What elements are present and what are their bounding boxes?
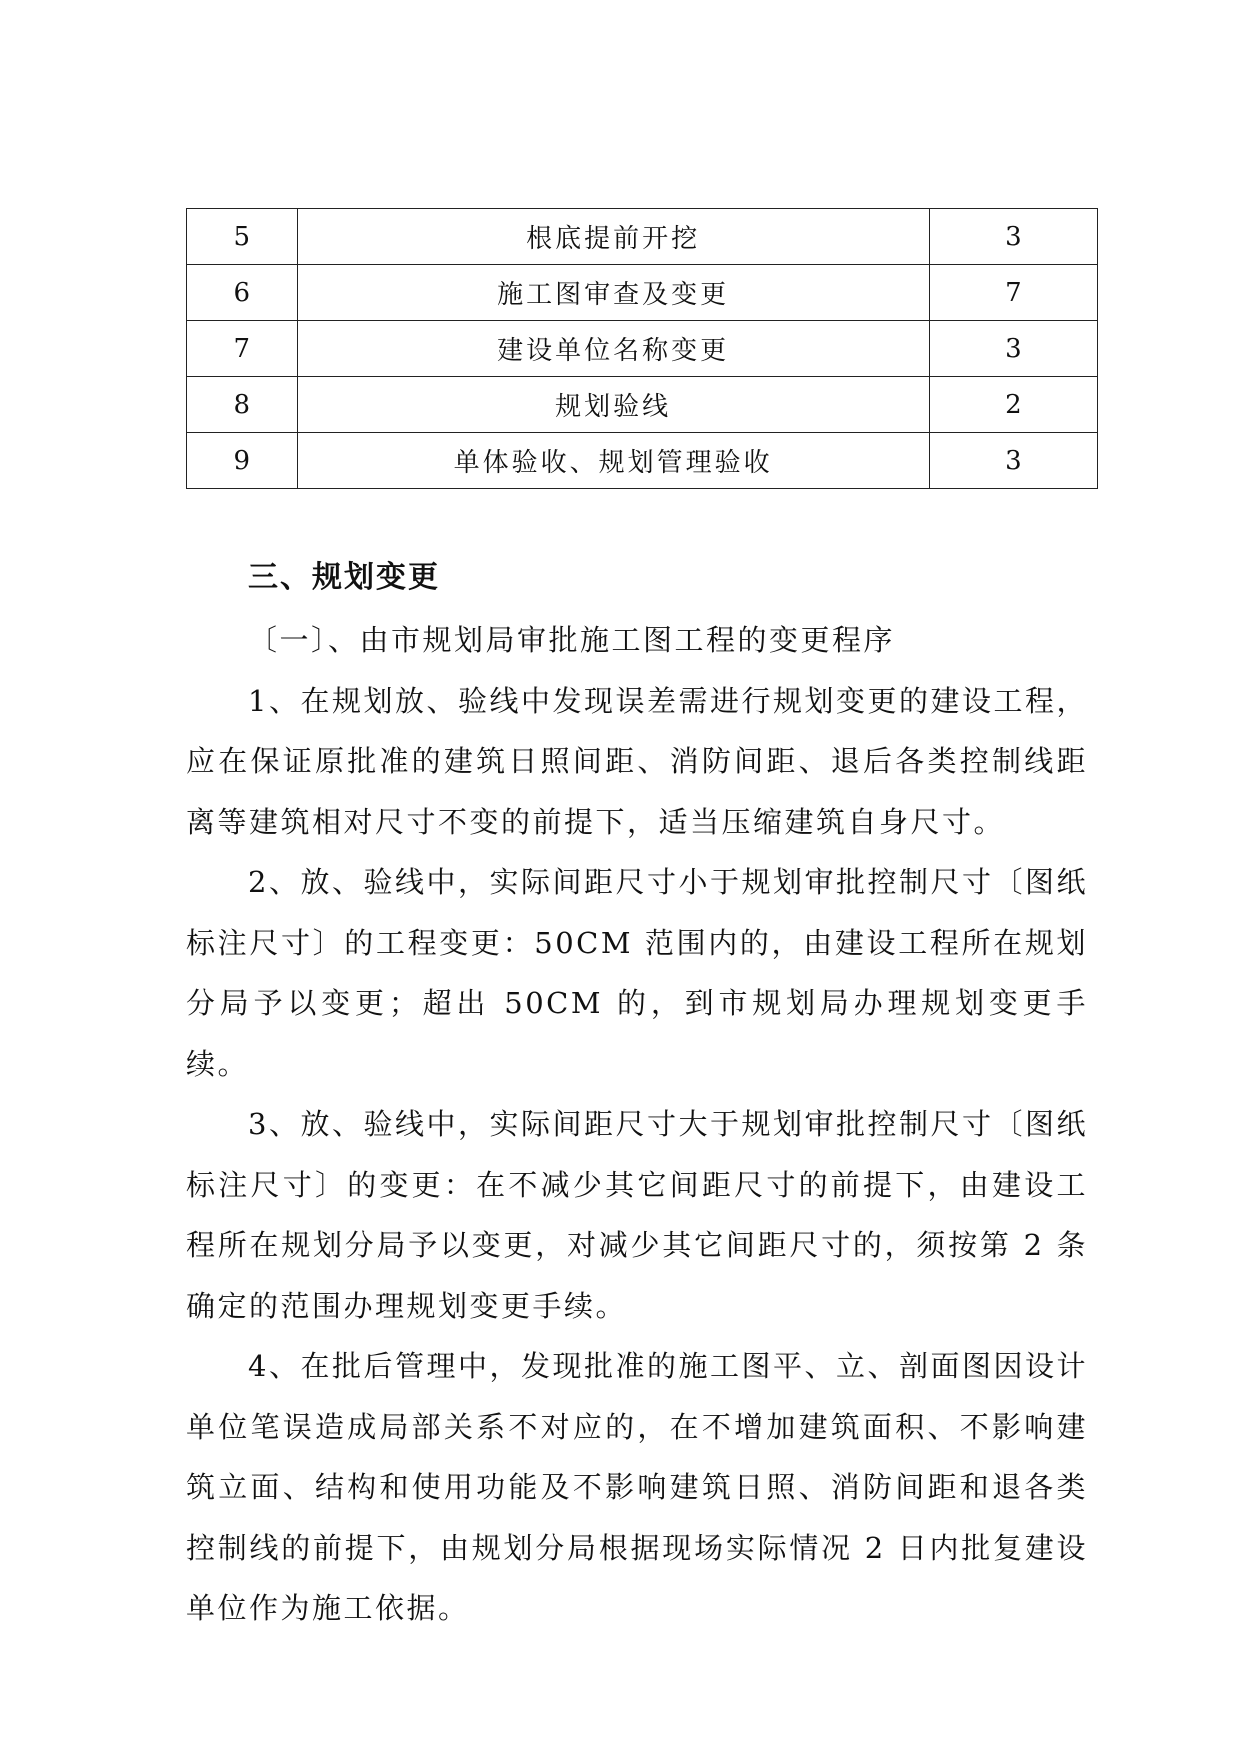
section-heading: 三、规划变更 (248, 560, 440, 595)
paragraph-3: 3、放、验线中，实际间距尺寸大于规划审批控制尺寸〔图纸标注尺寸〕的变更：在不减少其它间距尺寸的前提下，由建设工程所在规划分局予以变更，对减少其它间距尺寸的，须按第 2 条确定的范围办理规划变更手续。 (186, 1107, 1088, 1323)
procedure-table (186, 208, 1098, 489)
row-days: 7 (929, 265, 1097, 321)
row-number: 9 (187, 433, 298, 489)
row-number: 5 (187, 209, 298, 265)
table-row (187, 321, 1098, 377)
table-row (187, 433, 1098, 489)
row-item: 规划验线 (297, 377, 929, 433)
row-item: 根底提前开挖 (297, 209, 929, 265)
table-row (187, 209, 1098, 265)
paragraph-2: 2、放、验线中，实际间距尺寸小于规划审批控制尺寸〔图纸标注尺寸〕的工程变更：50CM 范围内的，由建设工程所在规划分局予以变更；超出 50CM 的，到市规划局办理规划变更手续。 (186, 865, 1088, 1081)
paragraph-4: 4、在批后管理中，发现批准的施工图平、立、剖面图因设计单位笔误造成局部关系不对应的，在不增加建筑面积、不影响建筑立面、结构和使用功能及不影响建筑日照、消防间距和退各类控制线的前提下，由规划分局根据现场实际情况 2 日内批复建设单位作为施工依据。 (186, 1349, 1088, 1625)
row-days: 3 (929, 433, 1097, 489)
row-days: 3 (929, 321, 1097, 377)
section-subheading: 〔一〕、由市规划局审批施工图工程的变更程序 (248, 623, 896, 657)
row-item: 单体验收、规划管理验收 (297, 433, 929, 489)
row-days: 3 (929, 209, 1097, 265)
row-days: 2 (929, 377, 1097, 433)
table-row (187, 265, 1098, 321)
row-number: 7 (187, 321, 298, 377)
row-number: 8 (187, 377, 298, 433)
paragraph-1: 1、在规划放、验线中发现误差需进行规划变更的建设工程，应在保证原批准的建筑日照间距、消防间距、退后各类控制线距离等建筑相对尺寸不变的前提下，适当压缩建筑自身尺寸。 (186, 683, 1088, 839)
row-item: 建设单位名称变更 (297, 321, 929, 377)
row-number: 6 (187, 265, 298, 321)
table-row (187, 377, 1098, 433)
row-item: 施工图审查及变更 (297, 265, 929, 321)
section-body (186, 610, 1088, 1639)
